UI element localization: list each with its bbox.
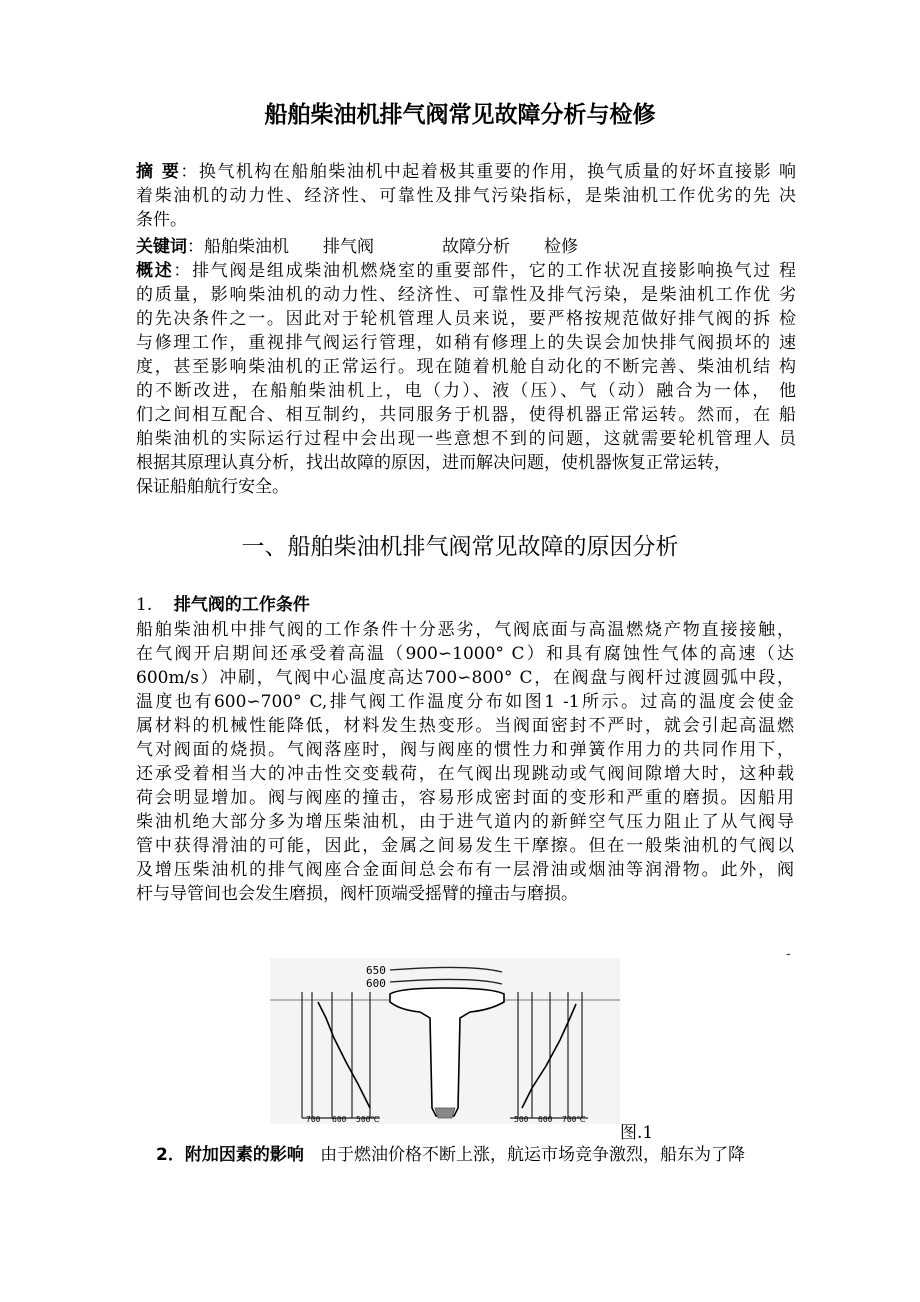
- subsection-1-heading: [136, 593, 310, 617]
- overview-line: 的不断改进，在船舶柴油机上，电（力）、液（压）、气（动）融合为一体， 他: [136, 381, 796, 401]
- body-line: 杆与导管间也会发生磨损，阀杆顶端受摇臂的撞击与磨损。: [136, 884, 578, 904]
- body-paragraph: [136, 618, 794, 906]
- left-axis-label: 500℃: [356, 1115, 380, 1124]
- temp-label-600: 600: [366, 977, 386, 990]
- abstract-label: 摘 要: [136, 162, 181, 182]
- valve-temperature-figure: [270, 958, 620, 1124]
- body-line: 管中获得滑油的可能，因此，金属之间易发生干摩擦。但在一般柴油机的气阀以: [136, 836, 794, 856]
- keyword-item: 排气阀: [323, 237, 374, 257]
- overview-line: 概述：排气阀是组成柴油机燃烧室的重要部件，它的工作状况直接影响换气过 程: [136, 261, 796, 281]
- body-line: 柴油机绝大部分多为增压柴油机，由于进气道内的新鲜空气压力阻止了从气阀导: [136, 812, 794, 832]
- right-axis-label: 500: [514, 1115, 529, 1124]
- body-line: 气对阀面的烧损。气阀落座时，阀与阀座的惯性力和弹簧作用力的共同作用下，: [136, 740, 794, 760]
- body-line: 属材料的机械性能降低，材料发生热变形。当阀面密封不严时，就会引起高温燃: [136, 716, 794, 736]
- subsection-title: 排气阀的工作条件: [173, 595, 310, 615]
- body-line: 在气阀开启期间还承受着高温（900∽1000° C）和具有腐蚀性气体的高速（达: [136, 644, 794, 664]
- keyword-item: 检修: [544, 237, 578, 257]
- overview-line: 度，甚至影响柴油机的正常运行。现在随着机舱自动化的不断完善、柴油机结 构: [136, 357, 796, 377]
- overview-line: 保证船舶航行安全。: [136, 477, 289, 497]
- body-line: 温度也有600∽700° C,排气阀工作温度分布如图1 -1所示。过高的温度会使金: [136, 692, 794, 712]
- section-heading: 一、船舶柴油机排气阀常见故障的原因分析: [241, 534, 679, 560]
- overview: [136, 259, 796, 499]
- left-axis-label: 700: [306, 1115, 321, 1124]
- overview-line: 舶柴油机的实际运行过程中会出现一些意想不到的问题，这就需要轮机管理人 员: [136, 429, 796, 449]
- body-line: 还承受着相当大的冲击性交变载荷，在气阀出现跳动或气阀间隙增大时，这种载: [136, 764, 794, 784]
- stray-mark: -: [786, 946, 791, 962]
- overview-label: 概述: [136, 261, 174, 281]
- overview-line: 根据其原理认真分析，找出故障的原因，进而解决问题，使机器恢复正常运转，: [136, 453, 731, 473]
- subsection-2: [156, 1140, 745, 1165]
- body-line: 600m/s）冲刷，气阀中心温度高达700∽800° C，在阀盘与阀杆过渡圆弧中段，: [136, 668, 794, 688]
- body-line: 荷会明显增加。阀与阀座的撞击，容易形成密封面的变形和严重的磨损。因船用: [136, 788, 794, 808]
- temp-label-650: 650: [366, 964, 386, 977]
- keywords: [136, 235, 578, 259]
- subsection-number: 1.: [136, 595, 153, 615]
- overview-line: 的质量，影响柴油机的动力性、经济性、可靠性及排气污染，是柴油机工作优 劣: [136, 285, 796, 305]
- overview-line: 与修理工作，重视排气阀运行管理，如稍有修理上的失误会加快排气阀损坏的 速: [136, 333, 796, 353]
- abstract: [136, 160, 796, 232]
- keywords-label: 关键词: [136, 237, 187, 257]
- abstract-line-2: 着柴油机的动力性、经济性、可靠性及排气污染指标，是柴油机工作优劣的先 决: [136, 186, 796, 206]
- page-title: 船舶柴油机排气阀常见故障分析与检修: [264, 102, 656, 128]
- right-axis-label: 600: [538, 1115, 553, 1124]
- keyword-item: ：船舶柴油机: [187, 237, 289, 257]
- overview-line: 们之间相互配合、相互制约，共同服务于机器，使得机器正常运转。然而，在 船: [136, 405, 796, 425]
- keyword-item: 故障分析: [442, 237, 510, 257]
- overview-line: 的先决条件之一。因此对于轮机管理人员来说，要严格按规范做好排气阀的拆 检: [136, 309, 796, 329]
- left-axis-label: 600: [332, 1115, 347, 1124]
- right-axis-label: 700℃: [562, 1115, 586, 1124]
- body-line: 船舶柴油机中排气阀的工作条件十分恶劣，气阀底面与高温燃烧产物直接接触，: [136, 620, 794, 640]
- abstract-line-1: 摘 要：换气机构在船舶柴油机中起着极其重要的作用，换气质量的好坏直接影 响: [136, 162, 797, 182]
- subsection-2-text: 由于燃油价格不断上涨，航运市场竞争激烈，船东为了降: [320, 1145, 746, 1165]
- abstract-line-3: 条件。: [136, 210, 187, 230]
- subsection-2-title: 2．附加因素的影响: [156, 1145, 304, 1165]
- body-line: 及增压柴油机的排气阀座合金面间总会布有一层滑油或烟油等润滑物。此外，阀: [136, 860, 794, 880]
- figure-caption: 图.1: [620, 1123, 654, 1143]
